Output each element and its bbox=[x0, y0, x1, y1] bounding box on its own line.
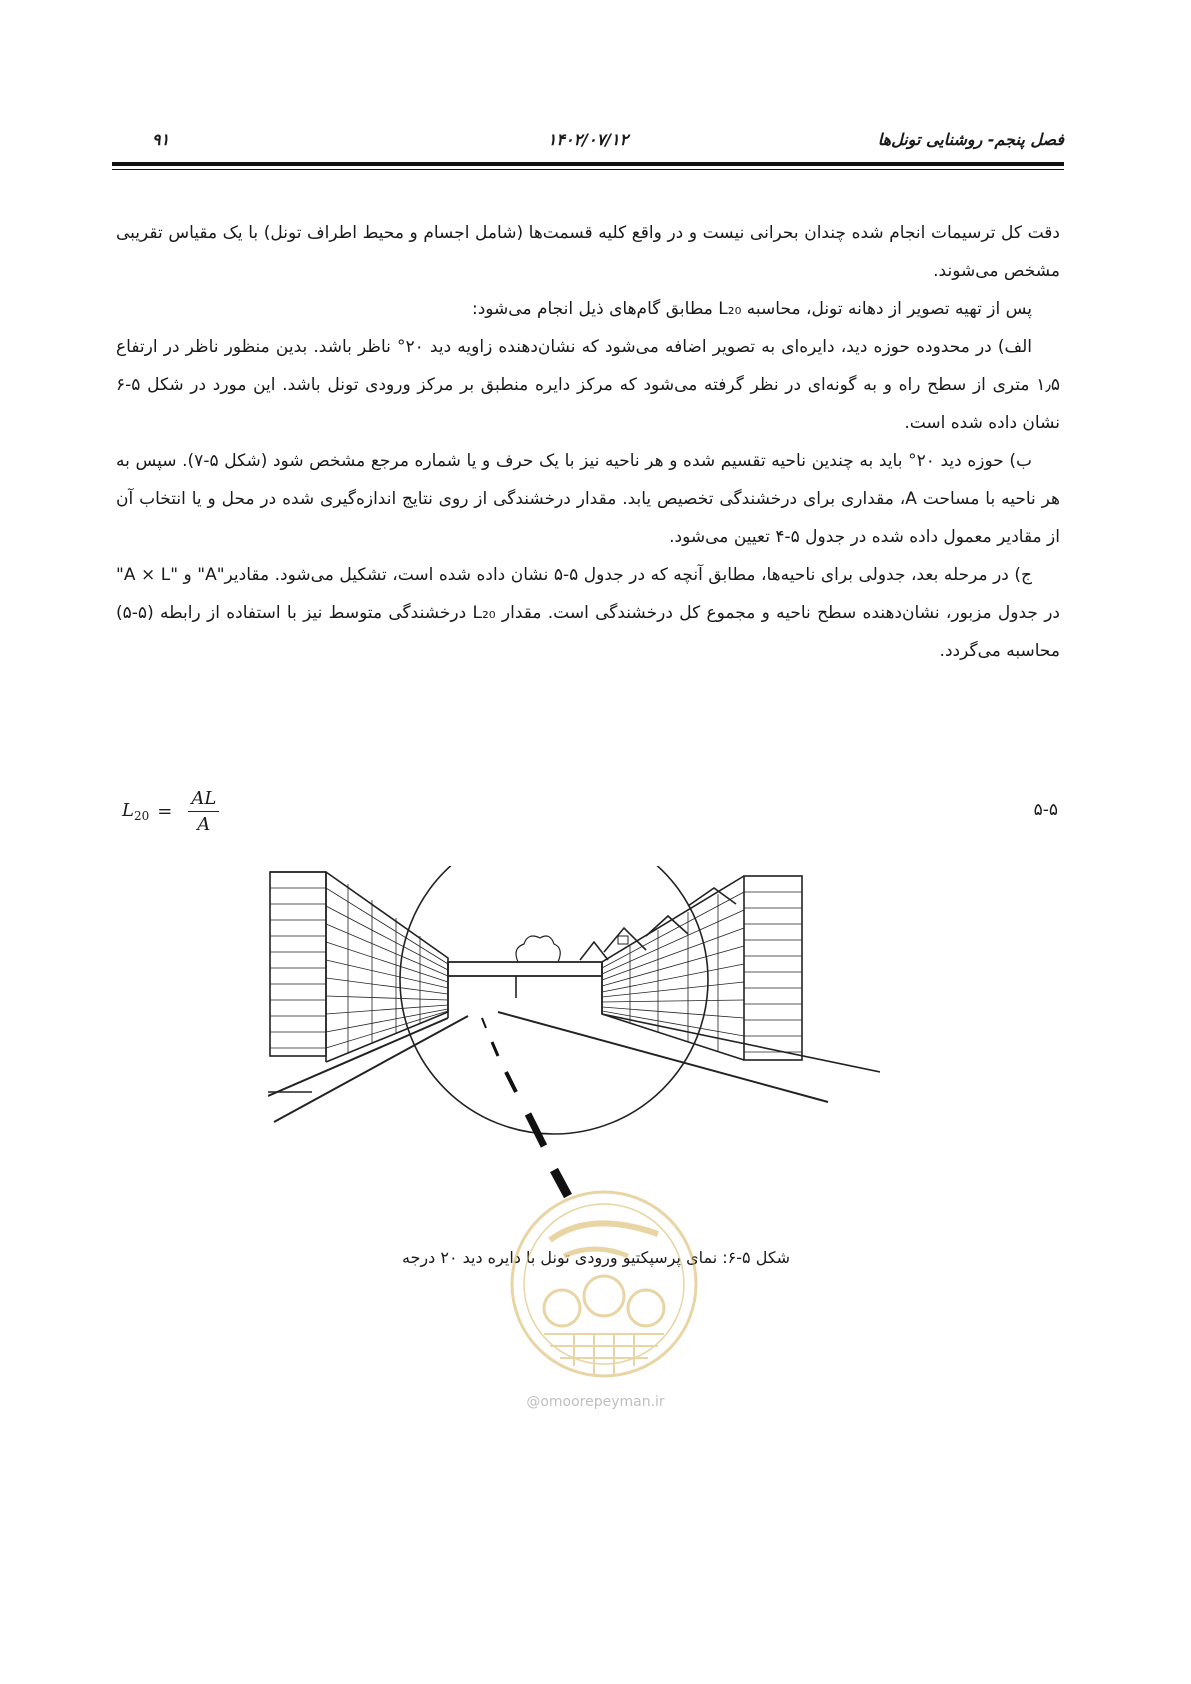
equals-sign: = bbox=[157, 801, 173, 822]
tunnel-portal-beam bbox=[448, 962, 602, 976]
tunnel-drawing bbox=[268, 866, 880, 1232]
paragraph: دقت کل ترسیمات انجام شده چندان بحرانی نیست و در واقع کلیه قسمت‌ها (شامل اجسام و محیط اطراف تونل) با یک مقیاس تقریبی مشخص می‌شوند. bbox=[116, 223, 1060, 281]
left-wall-side bbox=[326, 872, 448, 1062]
page-number: ۹۱ bbox=[152, 130, 170, 149]
equation-number: ۵-۵ bbox=[1033, 800, 1058, 820]
equation-fraction bbox=[188, 788, 219, 835]
paragraph: ب) حوزه دید ۲۰° باید به چندین ناحیه تقسیم شده و هر ناحیه نیز با یک حرف و یا شماره مرجع مشخص شود (شکل ۵-۷). سپس به هر ناحیه با مساحت A، مقداری برای درخشندگی تخصیص یابد. مقدار درخشندگی از روی نتایج اندازه‌گیری شده در محل و یا انتخاب آن از مقادیر معمول داده شده در جدول ۵-۴ تعیین می‌شود. bbox=[116, 451, 1060, 547]
watermark-seal-icon bbox=[504, 1184, 704, 1384]
left-wall-front bbox=[270, 872, 326, 1056]
paragraph: الف) در محدوده حوزه دید، دایره‌ای به تصویر اضافه می‌شود که نشان‌دهنده زاویه دید ۲۰° ناظر باشد. بدین منظور ناظر در ارتفاع ۱٫۵ متری از سطح راه و به گونه‌ای در نظر گرفته می‌شود که مرکز دایره منطبق بر مرکز ورودی تونل باشد. این مورد در شکل ۵-۶ نشان داده شده است. bbox=[116, 337, 1060, 433]
paragraph: ج) در مرحله بعد، جدولی برای ناحیه‌ها، مطابق آنچه که در جدول ۵-۵ نشان داده شده است، تشکیل می‌شود. مقادیر"A" و "A × L" در جدول مزبور، نشان‌دهنده سطح ناحیه و مجموع کل درخشندگی است. مقدار L₂₀ درخشندگی متوسط نیز با استفاده از رابطه (۵-۵) محاسبه می‌گردد. bbox=[116, 565, 1060, 661]
page-header bbox=[112, 130, 1064, 164]
tunnel-perspective-figure bbox=[268, 866, 880, 1232]
equation-lhs: $L_{20}$ bbox=[122, 800, 150, 823]
equation-denominator: A bbox=[197, 814, 211, 835]
equation bbox=[122, 788, 1058, 848]
header-date: ۱۴۰۲/۰۷/۱۲ bbox=[547, 130, 629, 149]
paragraph: پس از تهیه تصویر از دهانه تونل، محاسبه L₂₀ مطابق گام‌های ذیل انجام می‌شود: bbox=[471, 299, 1032, 319]
header-rule-thin bbox=[112, 169, 1064, 170]
chapter-title: فصل پنجم- روشنایی تونل‌ها bbox=[877, 130, 1064, 149]
tree bbox=[516, 936, 560, 962]
header-rule-thick bbox=[112, 162, 1064, 166]
watermark-logo bbox=[504, 1184, 704, 1384]
road-centre-dashes bbox=[482, 1018, 568, 1196]
equation-numerator: AL bbox=[188, 788, 219, 812]
figure-caption: شکل ۵-۶: نمای پرسپکتیو ورودی تونل با دایره دید ۲۰ درجه bbox=[401, 1248, 791, 1267]
right-wall-front bbox=[744, 876, 802, 1060]
watermark-url: @omoorepeyman.ir bbox=[526, 1394, 665, 1410]
equation-formula bbox=[122, 788, 219, 835]
body-text bbox=[116, 214, 1060, 670]
